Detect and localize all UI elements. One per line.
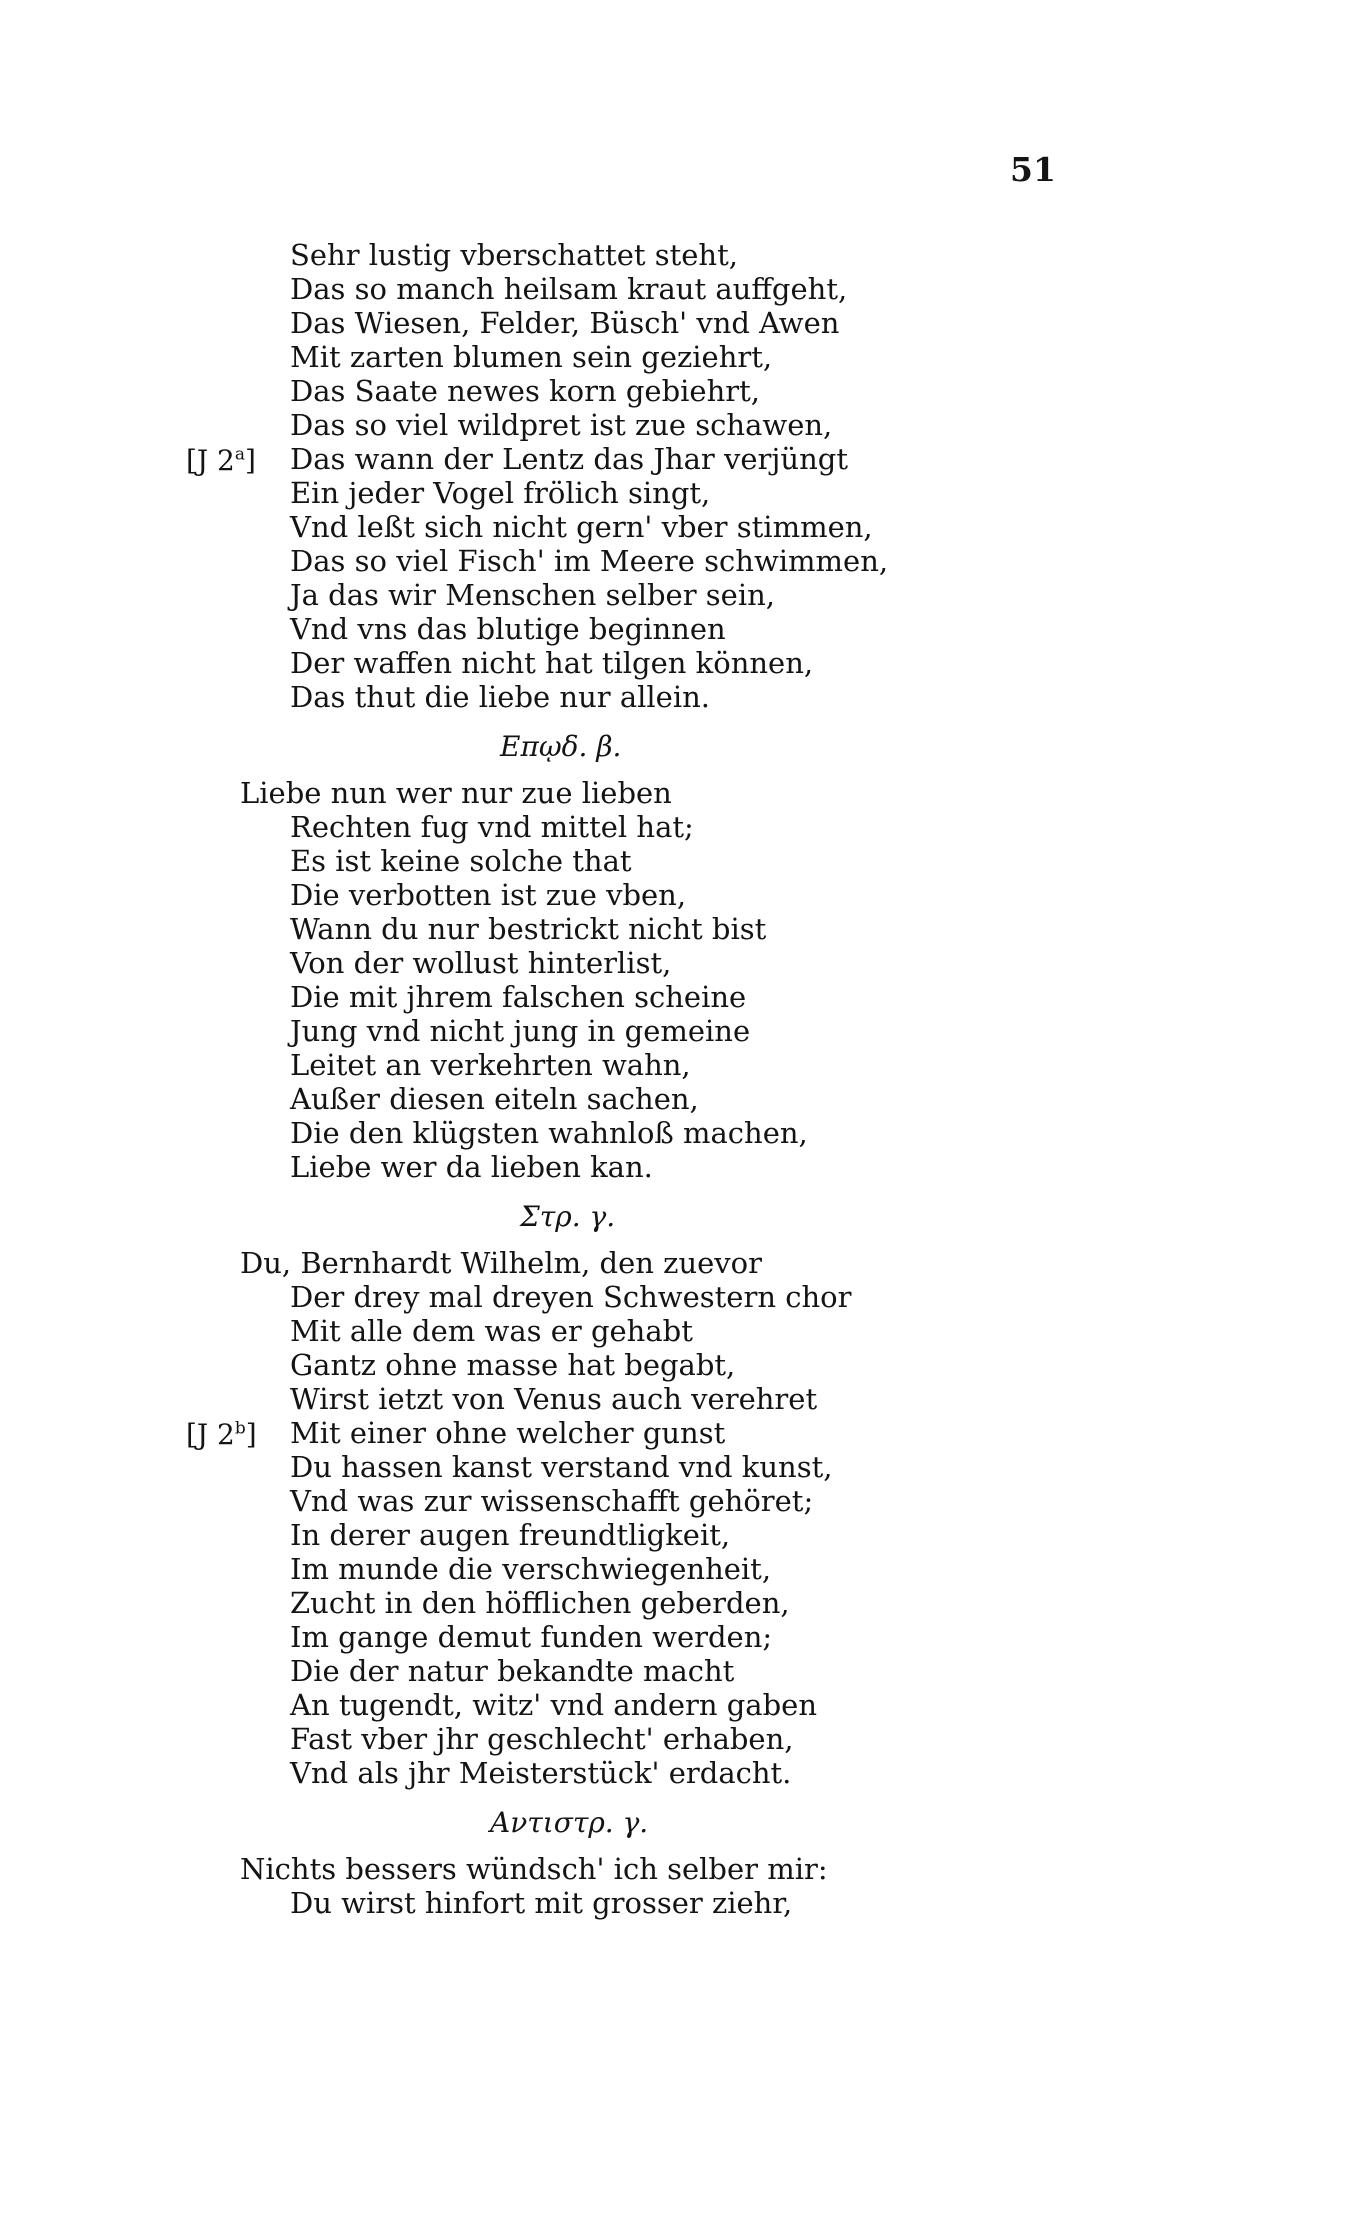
verse-line-first: Nichts bessers wündsch' ich selber mir: <box>240 1852 828 1886</box>
verse-line: Zucht in den höfflichen geberden, <box>290 1586 790 1620</box>
page-number: 51 <box>1010 150 1056 189</box>
verse-line: Die verbotten ist zue vben, <box>290 878 687 912</box>
verse-line: Wirst ietzt von Venus auch verehret <box>290 1382 818 1416</box>
verse-line: Ja das wir Menschen selber sein, <box>290 578 775 612</box>
verse-line: Von der wollust hinterlist, <box>290 946 672 980</box>
verse-line: Im gange demut funden werden; <box>290 1620 773 1654</box>
verse-line-first: Du, Bernhardt Wilhelm, den zuevor <box>240 1246 762 1280</box>
verse-line: Die mit jhrem falschen scheine <box>290 980 747 1014</box>
verse-line: Das so manch heilsam kraut auffgeht, <box>290 272 848 306</box>
verse-line: Das Saate newes korn gebiehrt, <box>290 374 760 408</box>
verse-line: Die den klügsten wahnloß machen, <box>290 1116 808 1150</box>
verse-line: Mit alle dem was er gehabt <box>290 1314 693 1348</box>
section-heading-strophe: Στρ. γ. <box>520 1200 616 1233</box>
verse-line: Mit einer ohne welcher gunst <box>290 1416 726 1450</box>
verse-line: Rechten fug vnd mittel hat; <box>290 810 694 844</box>
verse-line: Der drey mal dreyen Schwestern chor <box>290 1280 852 1314</box>
verse-line: Fast vber jhr geschlecht' erhaben, <box>290 1722 794 1756</box>
verse-line: Außer diesen eiteln sachen, <box>290 1082 699 1116</box>
verse-line: Liebe wer da lieben kan. <box>290 1150 653 1184</box>
section-heading-epode: Επῳδ. β. <box>500 730 622 763</box>
margin-note-folio: [J 2$^b$] <box>186 1418 257 1451</box>
verse-line: Vnd was zur wissenschafft gehöret; <box>290 1484 814 1518</box>
verse-line: Das wann der Lentz das Jhar verjüngt <box>290 442 848 476</box>
verse-line: Ein jeder Vogel frölich singt, <box>290 476 711 510</box>
section-heading-antistrophe: Αντιστρ. γ. <box>490 1806 649 1839</box>
verse-line: Vnd leßt sich nicht gern' vber stimmen, <box>290 510 873 544</box>
verse-line: Wann du nur bestrickt nicht bist <box>290 912 767 946</box>
verse-line: Leitet an verkehrten wahn, <box>290 1048 691 1082</box>
margin-note-folio: [J 2$^a$] <box>186 444 256 477</box>
verse-line: An tugendt, witz' vnd andern gaben <box>290 1688 817 1722</box>
verse-line: Vnd vns das blutige beginnen <box>290 612 726 646</box>
verse-line: Mit zarten blumen sein geziehrt, <box>290 340 773 374</box>
verse-line: Es ist keine solche that <box>290 844 632 878</box>
verse-line: Das Wiesen, Felder, Büsch' vnd Awen <box>290 306 840 340</box>
verse-line: Im munde die verschwiegenheit, <box>290 1552 772 1586</box>
verse-line: Vnd als jhr Meisterstück' erdacht. <box>290 1756 792 1790</box>
verse-line: In derer augen freundtligkeit, <box>290 1518 731 1552</box>
verse-line: Der waffen nicht hat tilgen können, <box>290 646 814 680</box>
verse-line-first: Liebe nun wer nur zue lieben <box>240 776 672 810</box>
verse-line: Jung vnd nicht jung in gemeine <box>290 1014 751 1048</box>
verse-line: Du hassen kanst verstand vnd kunst, <box>290 1450 833 1484</box>
verse-line: Das so viel wildpret ist zue schawen, <box>290 408 833 442</box>
verse-line: Das so viel Fisch' im Meere schwimmen, <box>290 544 889 578</box>
verse-line: Sehr lustig vberschattet steht, <box>290 238 738 272</box>
verse-line: Gantz ohne masse hat begabt, <box>290 1348 736 1382</box>
verse-line: Die der natur bekandte macht <box>290 1654 735 1688</box>
verse-line: Das thut die liebe nur allein. <box>290 680 711 714</box>
verse-line: Du wirst hinfort mit grosser ziehr, <box>290 1886 793 1920</box>
